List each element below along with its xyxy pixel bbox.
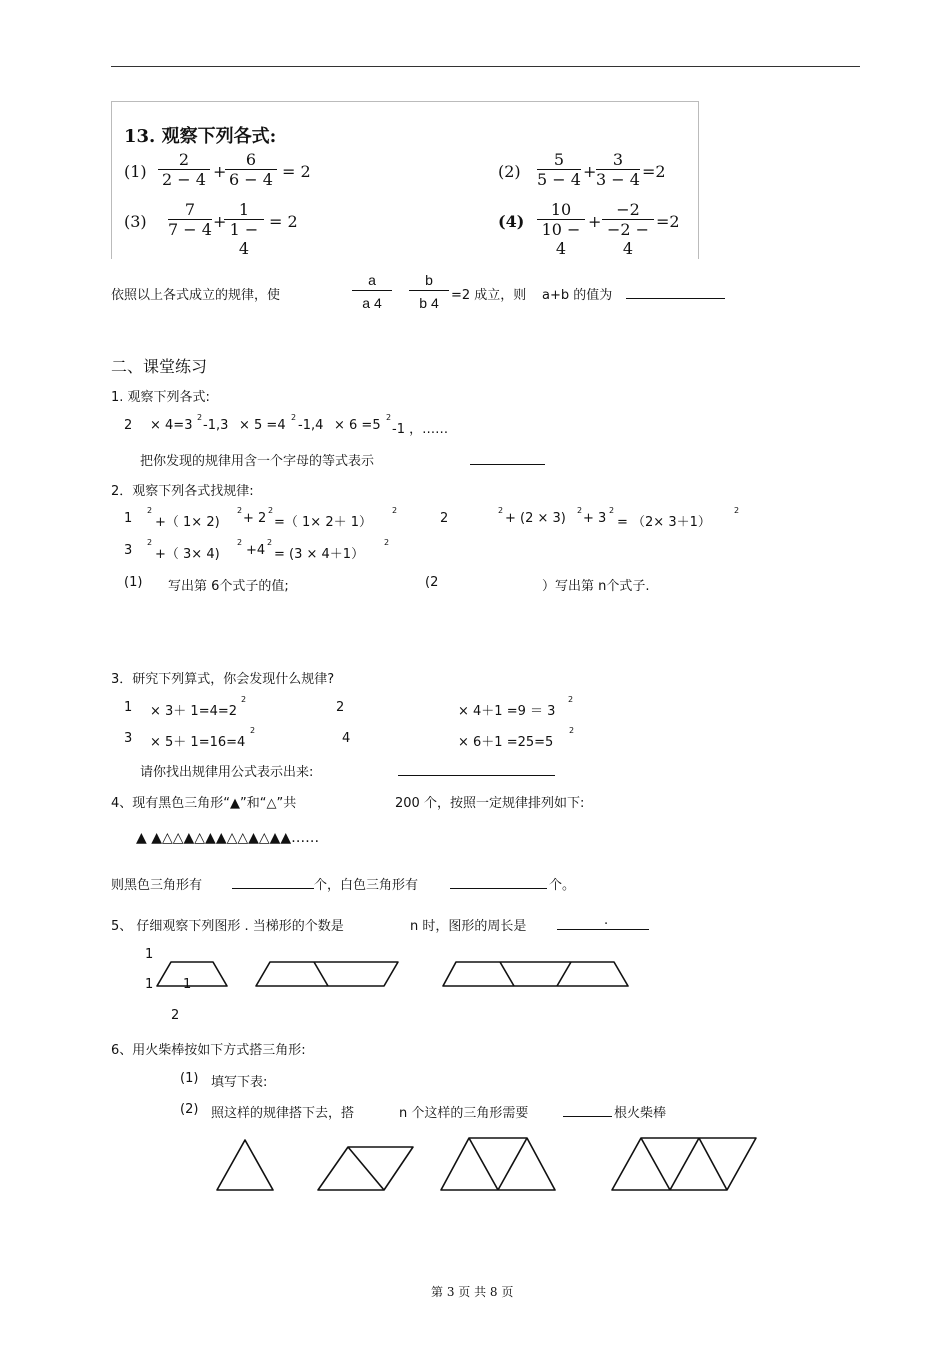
q2-exp-12: 2 xyxy=(384,538,390,547)
q5-title-a: 5、 仔细观察下列图形 . 当梯形的个数是 xyxy=(111,919,344,934)
q13-f4-frac-a xyxy=(537,200,585,258)
q13-f1-b-num: 6 xyxy=(245,150,257,169)
q6-triangle-1 xyxy=(217,1140,273,1190)
q5-title-c: . xyxy=(604,913,609,928)
q1-line-e: -1,4 xyxy=(298,418,324,433)
q13-f4-b-den: −2 − 4 xyxy=(602,219,654,258)
q13-f1-rhs: = 2 xyxy=(282,162,311,181)
q1-exp-1: 2 xyxy=(197,413,203,422)
q2-r1-h: = （2× 3＋1） xyxy=(617,515,711,530)
q1-title: 1. 观察下列各式: xyxy=(111,390,210,405)
q2-exp-1: 2 xyxy=(147,506,153,515)
q2-r1-f: + (2 × 3) xyxy=(505,511,566,526)
q3-r1-d: × 4＋1 =9 ＝ 3 xyxy=(458,704,556,719)
q2-r1-g: + 3 xyxy=(583,511,607,526)
q13-f4-plus: + xyxy=(588,212,602,231)
q5-title-b: n 时，图形的周长是 xyxy=(410,919,527,934)
q3-r2-d: × 6＋1 =25=5 xyxy=(458,735,554,750)
q1-line-f: × 6 =5 xyxy=(334,418,381,433)
q2-r1-a: 1 xyxy=(124,511,133,526)
q2-exp-6: 2 xyxy=(577,506,583,515)
q2-r2-c: +4 xyxy=(246,543,266,558)
q2-exp-8: 2 xyxy=(734,506,740,515)
q5-trapezoid-group-2 xyxy=(256,962,398,986)
q4-ask-b: 个，白色三角形有 xyxy=(314,878,419,893)
q2-r1-b: +（ 1× 2) xyxy=(155,515,220,530)
q13-f3-plus: + xyxy=(213,212,227,231)
q13-answer-blank[interactable] xyxy=(626,286,725,299)
q13-f2-rhs: =2 xyxy=(642,162,666,181)
q2-sub2-text: ）写出第 n个式子. xyxy=(542,579,650,594)
q3-exp-4: 2 xyxy=(569,726,575,735)
q2-sub1-label: (1) xyxy=(124,575,143,590)
q5-answer-blank[interactable] xyxy=(557,917,649,930)
q6-triangles-2 xyxy=(318,1147,413,1190)
q4-sequence: ▲ ▲△△▲△▲▲△△▲△▲▲…… xyxy=(136,830,320,846)
q13-f2-frac-b xyxy=(596,150,640,189)
q1-answer-blank[interactable] xyxy=(470,452,545,465)
q13-f1-label: (1) xyxy=(124,162,147,181)
q13-f2-a-den: 5 − 4 xyxy=(537,170,581,189)
q4-white-blank[interactable] xyxy=(450,876,547,889)
q13-f1-a-num: 2 xyxy=(178,150,190,169)
q3-title: 3．研究下列算式，你会发现什么规律? xyxy=(111,672,335,687)
q13-f2-b-num: 3 xyxy=(612,150,624,169)
q2-exp-4: 2 xyxy=(392,506,398,515)
q13-f1-b-den: 6 − 4 xyxy=(225,169,277,189)
q13-image xyxy=(111,101,699,259)
q13-f3-a-num: 7 xyxy=(184,200,196,219)
q2-title: 2．观察下列各式找规律: xyxy=(111,484,254,499)
q6-sub2-text-b: n 个这样的三角形需要 xyxy=(399,1106,529,1121)
q6-title: 6、用火柴棒按如下方式搭三角形: xyxy=(111,1043,306,1058)
q6-sub1-text: 填写下表: xyxy=(211,1075,268,1090)
page-footer: 第 3 页 共 8 页 xyxy=(431,1285,514,1299)
q4-ask-c: 个。 xyxy=(549,878,576,893)
q2-r1-e: 2 xyxy=(440,511,449,526)
q13-f4-b-num: −2 xyxy=(616,200,640,219)
q2-r2-a: 3 xyxy=(124,543,133,558)
q13-f3-frac-b xyxy=(224,200,264,258)
q1-line-d: × 5 =4 xyxy=(239,418,286,433)
q13-f3-b-num: 1 xyxy=(238,200,250,219)
q1-line-g: -1 ，…… xyxy=(392,422,449,437)
q2-r1-d: =（ 1× 2＋ 1） xyxy=(274,515,372,530)
q2-exp-3: 2 xyxy=(268,506,274,515)
q13-title: 13. 观察下列各式: xyxy=(124,126,277,147)
q6-sub2-text-a: 照这样的规律搭下去，搭 xyxy=(211,1106,355,1121)
q2-sub2-label: (2 xyxy=(425,575,439,590)
q1-line-c: -1,3 xyxy=(203,418,229,433)
q13-rule-text: 依照以上各式成立的规律，使 xyxy=(111,288,281,303)
q5-label-top: 1 xyxy=(145,947,154,962)
q2-r2-d: = (3 × 4＋1） xyxy=(274,547,365,562)
q13-f2-a-num: 5 xyxy=(553,150,565,169)
q2-exp-10: 2 xyxy=(237,538,243,547)
q2-r1-c: + 2 xyxy=(243,511,267,526)
q13-f3-rhs: = 2 xyxy=(269,212,298,231)
q3-r1-b: × 3＋ 1=4=2 xyxy=(150,704,238,719)
q13-f2-plus: + xyxy=(583,162,597,181)
q4-black-blank[interactable] xyxy=(232,876,314,889)
q13-f4-a-den: 10 − 4 xyxy=(537,219,585,258)
q3-exp-2: 2 xyxy=(568,695,574,704)
header-rule xyxy=(111,66,860,67)
q3-exp-3: 2 xyxy=(250,726,256,735)
q13-f1-frac-b xyxy=(225,150,277,189)
q3-prompt: 请你找出规律用公式表示出来: xyxy=(140,765,314,780)
q6-sub2-text-c: 根火柴棒 xyxy=(614,1106,667,1121)
q1-prompt: 把你发现的规律用含一个字母的等式表示 xyxy=(140,454,375,469)
q1-exp-2: 2 xyxy=(291,413,297,422)
q2-exp-9: 2 xyxy=(147,538,153,547)
q6-sub2-label: (2) xyxy=(180,1102,199,1117)
q4-title-b: 200 个，按照一定规律排列如下: xyxy=(395,796,585,811)
q13-f2-b-den: 3 − 4 xyxy=(596,170,640,189)
q13-ask: a+b 的值为 xyxy=(542,288,613,303)
q1-line-a: 2 xyxy=(124,418,133,433)
q13-f2-frac-a xyxy=(537,150,581,189)
q13-rule-rhs: =2 成立，则 xyxy=(451,288,527,303)
q13-frac-a xyxy=(352,272,392,311)
q13-f3-b-den: 1 − 4 xyxy=(224,219,264,258)
q3-r2-b: × 5＋ 1=16=4 xyxy=(150,735,246,750)
q2-exp-2: 2 xyxy=(237,506,243,515)
q2-exp-7: 2 xyxy=(609,506,615,515)
q13-f4-frac-b xyxy=(602,200,654,258)
q2-exp-11: 2 xyxy=(267,538,273,547)
q13-frac-b-den: b 4 xyxy=(409,290,449,311)
q3-exp-1: 2 xyxy=(241,695,247,704)
q1-line-b: × 4=3 xyxy=(150,418,193,433)
q6-answer-blank[interactable] xyxy=(563,1104,612,1117)
q13-f1-frac-a xyxy=(158,150,210,189)
q13-f3-label: (3) xyxy=(124,212,147,231)
q2-sub1-text: 写出第 6个式子的值; xyxy=(168,579,289,594)
section-heading: 二、课堂练习 xyxy=(111,357,208,376)
q4-ask-a: 则黑色三角形有 xyxy=(111,878,203,893)
q5-label-bottom: 2 xyxy=(171,1008,180,1023)
q13-f1-a-den: 2 − 4 xyxy=(158,169,210,189)
q6-sub1-label: (1) xyxy=(180,1071,199,1086)
q5-trapezoid-1 xyxy=(157,962,227,986)
q13-f4-rhs: =2 xyxy=(656,212,680,231)
q6-triangles-3 xyxy=(441,1138,555,1190)
q13-f1-plus: + xyxy=(213,162,227,181)
q4-title-a: 4、现有黑色三角形“▲”和“△”共 xyxy=(111,796,297,811)
q3-answer-blank[interactable] xyxy=(398,763,555,776)
q5-label-inner: 1 xyxy=(183,977,192,992)
q13-frac-a-den: a 4 xyxy=(352,290,392,311)
q2-exp-5: 2 xyxy=(498,506,504,515)
q3-r1-a: 1 xyxy=(124,700,133,715)
q13-f4-label: (4) xyxy=(498,212,525,231)
q13-f3-a-den: 7 − 4 xyxy=(168,220,212,239)
q13-frac-b xyxy=(409,272,449,311)
q3-r1-c: 2 xyxy=(336,700,345,715)
q3-r2-c: 4 xyxy=(342,731,351,746)
q5-label-left: 1 xyxy=(145,977,154,992)
q13-frac-a-num: a xyxy=(368,272,376,288)
q13-f2-label: (2) xyxy=(498,162,521,181)
q1-exp-3: 2 xyxy=(386,413,392,422)
q3-r2-a: 3 xyxy=(124,731,133,746)
q5-trapezoid-group-3 xyxy=(443,962,628,986)
q6-triangles-4 xyxy=(612,1138,756,1190)
q13-f3-frac-a xyxy=(168,200,212,239)
q2-r2-b: +（ 3× 4) xyxy=(155,547,220,562)
q13-frac-b-num: b xyxy=(425,272,433,288)
q13-f4-a-num: 10 xyxy=(550,200,572,219)
